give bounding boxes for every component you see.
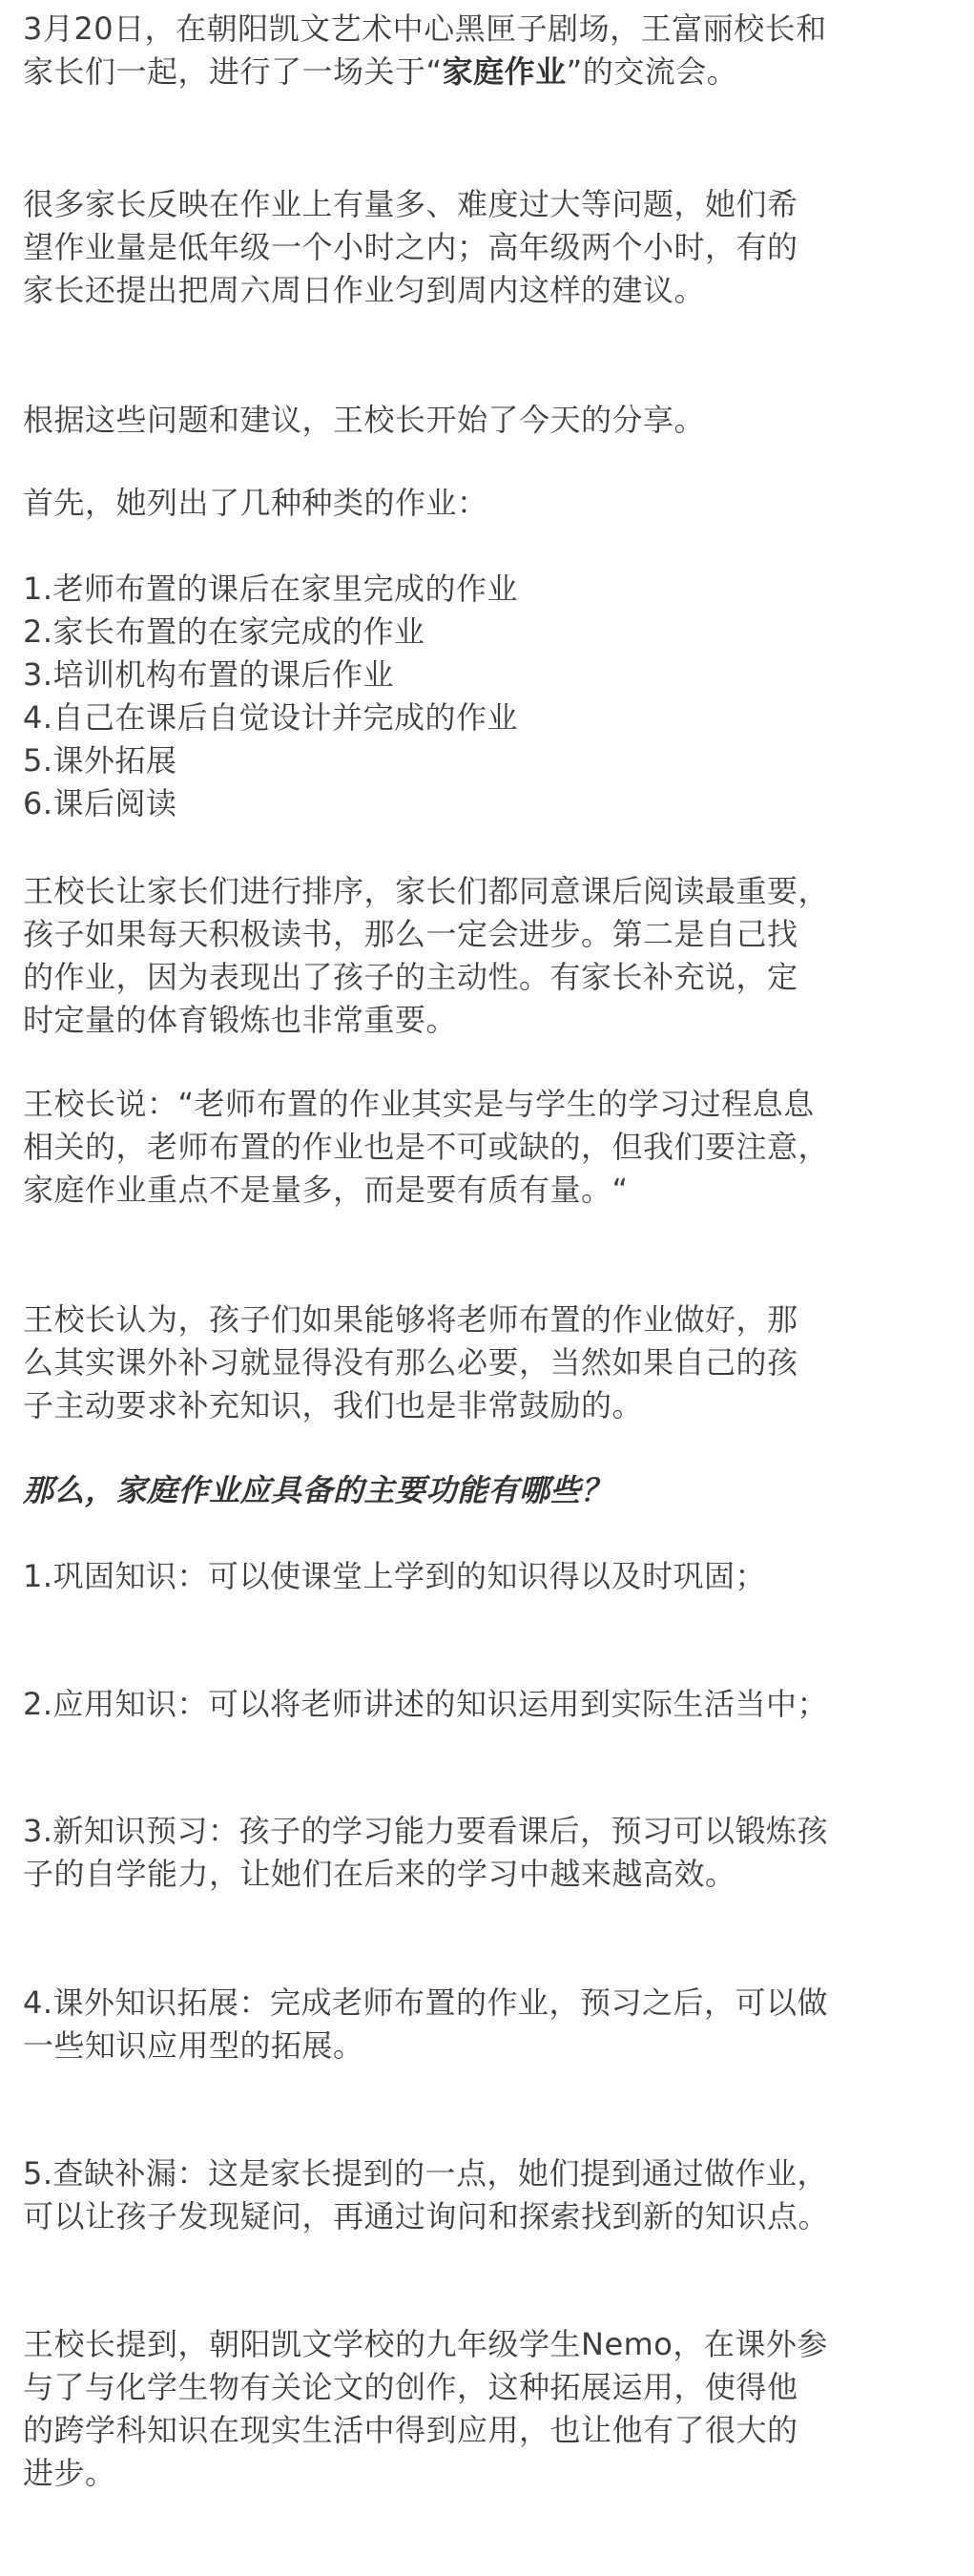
list-item: 4.自己在课后自觉设计并完成的作业 [23,699,519,736]
text-line: 王校长说：“老师布置的作业其实是与学生的学习过程息息 [23,1086,815,1122]
text-line: 可以让孩子发现疑问，再通过询问和探索找到新的知识点。 [23,2198,830,2234]
text-line: 根据这些问题和建议，王校长开始了今天的分享。 [23,402,706,438]
text-line: 一些知识应用型的拓展。 [23,2027,364,2064]
text-line: 家长还提出把周六周日作业匀到周内这样的建议。 [23,272,706,308]
text-line: 3.新知识预习：孩子的学习能力要看课后，预习可以锻炼孩 [23,1813,829,1849]
function-item-1 [23,1555,953,1598]
text-line: 首先，她列出了几种种类的作业： [23,485,488,521]
function-item-5 [23,2152,953,2238]
paragraph-share-start [23,399,953,442]
text-line: 相关的，老师布置的作业也是不可或缺的，但我们要注意， [23,1129,830,1165]
paragraph-quote [23,1083,953,1212]
list-item: 1.老师布置的课后在家里完成的作业 [23,571,519,607]
paragraph-list-intro [23,482,953,525]
text-line: 很多家长反映在作业上有量多、难度过大等问题，她们希 [23,186,798,222]
function-item-3 [23,1810,953,1896]
text-line: 3月20日，在朝阳凯文艺术中心黑匣子剧场，王富丽校长和 [23,10,827,47]
paragraph-tutoring [23,1298,953,1427]
text-line: 王校长让家长们进行排序，家长们都同意课后阅读最重要， [23,873,830,909]
text-line: 1.巩固知识：可以使课堂上学到的知识得以及时巩固； [23,1558,767,1594]
text-line: 王校长提到，朝阳凯文学校的九年级学生Nemo，在课外参 [23,2326,828,2362]
text-line: 进步。 [23,2455,116,2491]
text-line: 的跨学科知识在现实生活中得到应用，也让他有了很大的 [23,2412,798,2448]
function-item-2 [23,1683,953,1726]
text-line: 子的自学能力，让她们在后来的学习中越来越高效。 [23,1856,736,1892]
text-line: 那么，家庭作业应具备的主要功能有哪些？ [23,1472,612,1508]
function-item-4 [23,1982,953,2067]
text-line: 时定量的体育锻炼也非常重要。 [23,1002,458,1038]
text-line: 子主动要求补充知识，我们也是非常鼓励的。 [23,1387,644,1423]
text-line: 4.课外知识拓展：完成老师布置的作业，预习之后，可以做 [23,1984,829,2021]
text-line [23,51,953,93]
text-line: 的作业，因为表现出了孩子的主动性。有家长补充说，定 [23,959,798,995]
paragraph-feedback [23,183,953,312]
bold-keyword: 家庭作业 [442,53,567,90]
paragraph-intro [23,8,953,93]
list-item: 6.课后阅读 [23,785,177,821]
section-question-heading [23,1469,953,1512]
text-line: 孩子如果每天积极读书，那么一定会进步。第二是自己找 [23,916,798,952]
text-line: 望作业量是低年级一个小时之内；高年级两个小时，有的 [23,229,798,265]
list-item: 5.课外拓展 [23,742,177,779]
paragraph-ranking [23,870,953,1042]
text-fragment: ”的交流会。 [566,53,738,90]
text-fragment: 家长们一起，进行了一场关于“ [23,53,443,90]
list-item: 2.家长布置的在家完成的作业 [23,613,425,650]
text-line: 2.应用知识：可以将老师讲述的知识运用到实际生活当中； [23,1686,829,1722]
text-line: 5.查缺补漏：这是家长提到的一点，她们提到通过做作业， [23,2155,829,2192]
text-line: 家庭作业重点不是量多，而是要有质有量。“ [23,1172,629,1208]
list-item: 3.培训机构布置的课后作业 [23,656,395,693]
paragraph-nemo [23,2323,953,2495]
text-line: 与了与化学生物有关论文的创作，这种拓展运用，使得他 [23,2369,798,2405]
text-line: 王校长认为，孩子们如果能够将老师布置的作业做好，那 [23,1301,798,1338]
homework-types-list [23,568,953,825]
text-line: 么其实课外补习就显得没有那么必要，当然如果自己的孩 [23,1344,798,1381]
